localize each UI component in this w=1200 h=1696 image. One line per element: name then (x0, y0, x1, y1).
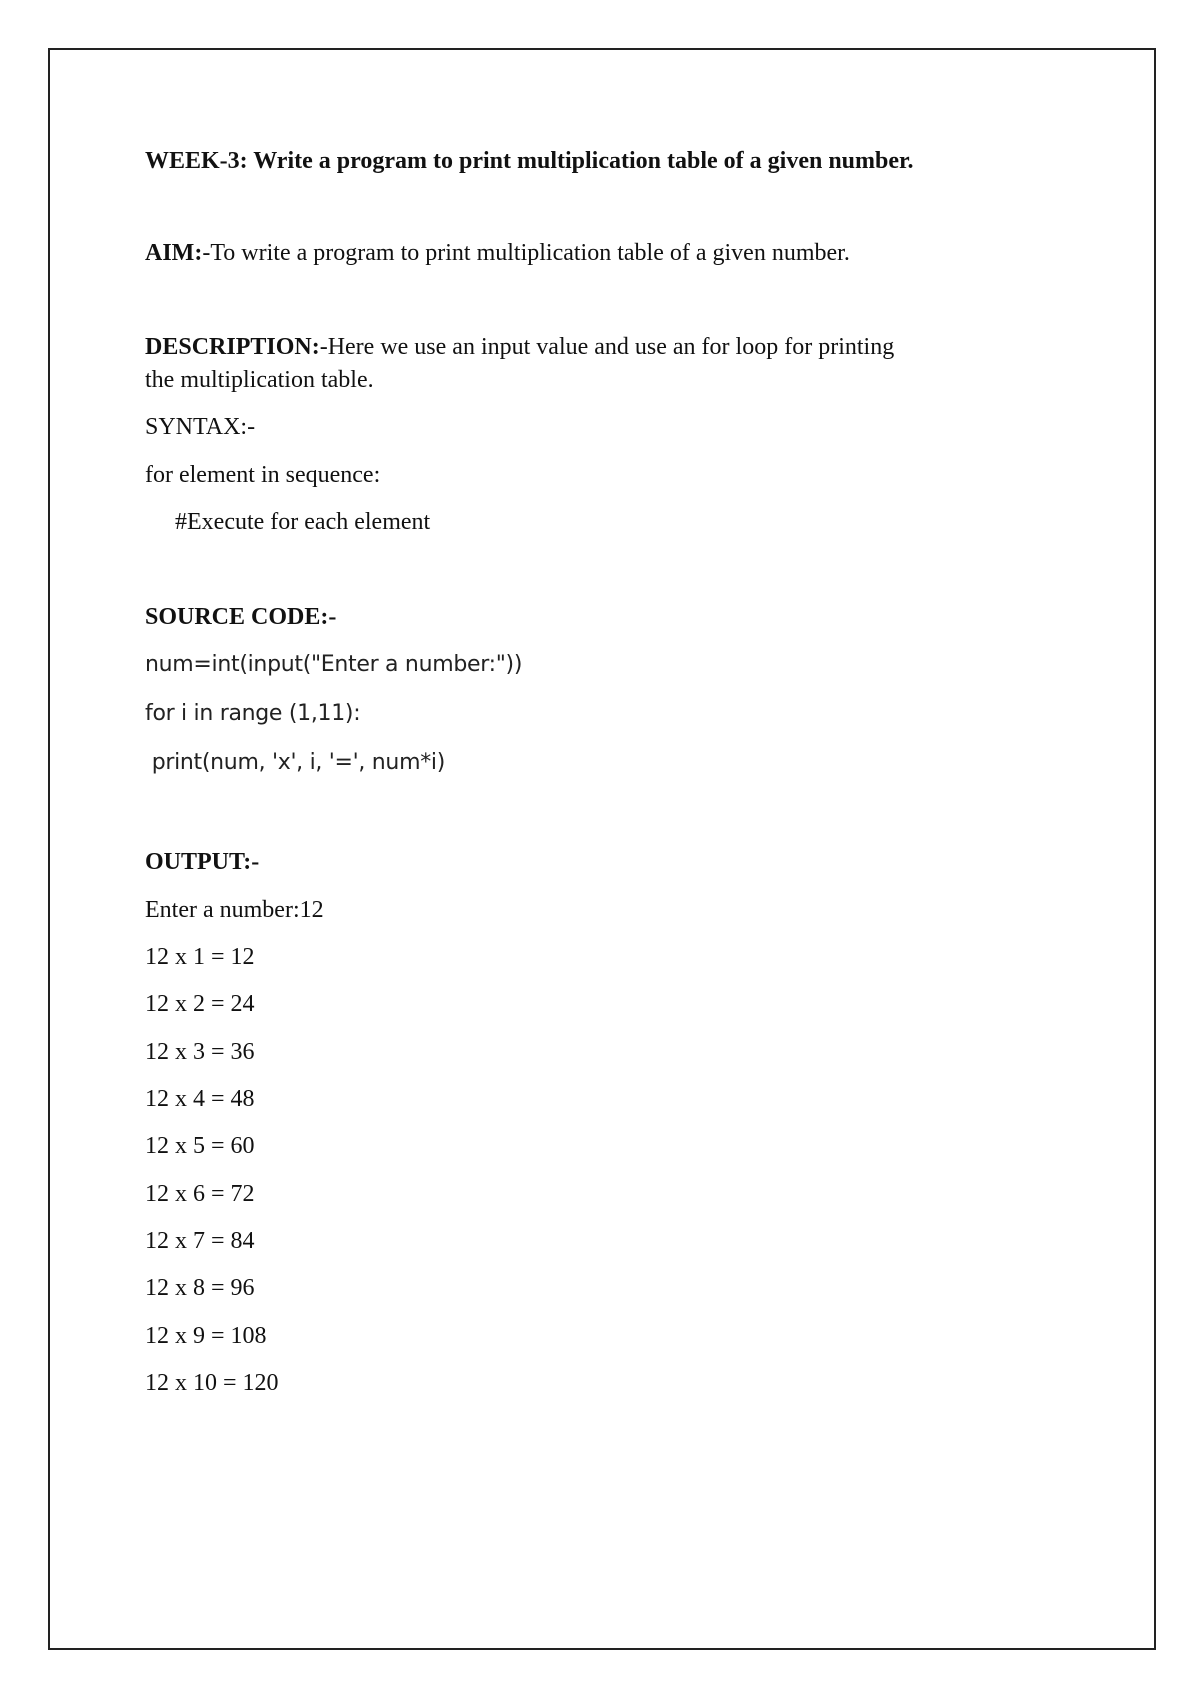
output-line-10: 12 x 10 = 120 (145, 1370, 279, 1396)
source-code-label: SOURCE CODE:- (145, 604, 337, 630)
output-line-2: 12 x 2 = 24 (145, 991, 255, 1017)
code-line-2: for i in range (1,11): (145, 701, 361, 726)
aim-text: -To write a program to print multiplication table of a given number. (202, 240, 850, 266)
syntax-line-1: for element in sequence: (145, 462, 381, 488)
output-line-7: 12 x 7 = 84 (145, 1228, 255, 1254)
output-line-1: 12 x 1 = 12 (145, 944, 255, 970)
output-prompt: Enter a number:12 (145, 897, 324, 923)
description-line-2: the multiplication table. (145, 367, 374, 393)
output-line-8: 12 x 8 = 96 (145, 1275, 255, 1301)
code-line-3: print(num, 'x', i, '=', num*i) (145, 750, 446, 775)
aim-label: AIM: (145, 240, 203, 266)
output-line-3: 12 x 3 = 36 (145, 1039, 255, 1065)
output-line-5: 12 x 5 = 60 (145, 1133, 255, 1159)
page-title (145, 145, 913, 177)
description-line-1 (145, 331, 894, 363)
code-line-1: num=int(input("Enter a number:")) (145, 652, 523, 677)
syntax-line-2: #Execute for each element (175, 509, 431, 535)
description-text-1: -Here we use an input value and use an for loop for printing (319, 334, 895, 360)
title-text: Write a program to print multiplication table of a given number. (247, 148, 914, 174)
description-label: DESCRIPTION: (145, 334, 320, 360)
output-line-6: 12 x 6 = 72 (145, 1181, 255, 1207)
title-label: WEEK-3: (145, 148, 248, 174)
output-line-9: 12 x 9 = 108 (145, 1323, 267, 1349)
syntax-label: SYNTAX:- (145, 414, 256, 440)
output-line-4: 12 x 4 = 48 (145, 1086, 255, 1112)
aim-line (145, 237, 850, 269)
output-label: OUTPUT:- (145, 849, 260, 875)
